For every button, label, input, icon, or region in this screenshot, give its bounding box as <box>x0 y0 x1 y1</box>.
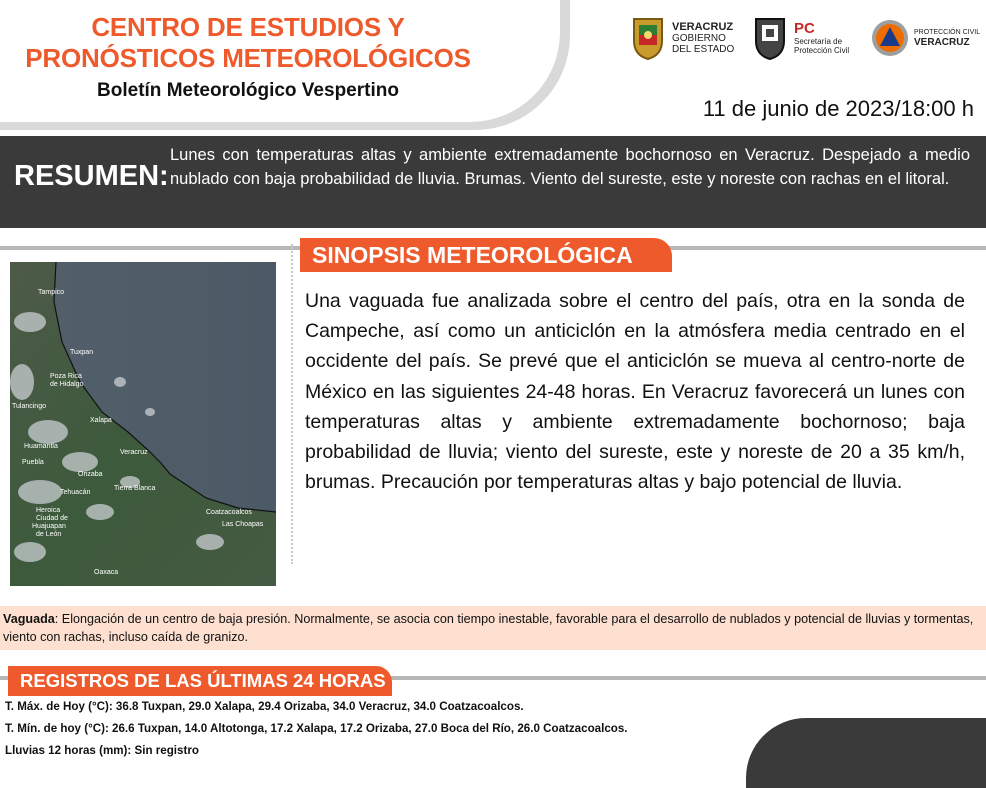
map-label-poza-rica: Poza Rica <box>50 373 82 380</box>
vaguada-definition-text: : Elongación de un centro de baja presión. Normalmente, se asocia con tiempo inestable, favorable para el desarrollo de nublados y potencial de lluvias y tormentas, viento con rachas, incluso caída de granizo. <box>3 612 974 644</box>
dotted-separator <box>291 244 293 564</box>
map-label-tierra-blanca: Tierra Blanca <box>114 485 156 492</box>
map-label-puebla: Puebla <box>22 459 44 466</box>
map-label-huajuapan: Huajuapan <box>32 523 66 530</box>
summary-text: Lunes con temperaturas altas y ambiente extremadamente bochornoso en Veracruz. Despejado a medio nublado con baja probabilidad de lluvia. Brumas. Viento del sureste, este y noreste con rachas en el litoral. <box>170 146 970 188</box>
satellite-map <box>10 262 276 586</box>
pcv-logo-line-1: PROTECCIÓN CIVIL <box>914 29 981 36</box>
map-label-veracruz: Veracruz <box>120 449 148 456</box>
map-label-huamantla: Huamantla <box>24 443 58 450</box>
title-line-2: PRONÓSTICOS METEOROLÓGICOS <box>25 43 471 73</box>
bulletin-subtitle: Boletín Meteorológico Vespertino <box>97 80 399 101</box>
pc-logo-abbr: PC <box>794 20 815 37</box>
pcv-logo-line-2: VERACRUZ <box>914 37 970 48</box>
map-label-coatzacoalcos: Coatzacoalcos <box>206 509 252 516</box>
map-label-las-choapas: Las Choapas <box>222 521 264 528</box>
synopsis-title: SINOPSIS METEOROLÓGICA <box>312 242 633 268</box>
veracruz-shield-icon <box>630 15 666 61</box>
synopsis-text: Una vaguada fue analizada sobre el centro del país, otra en la sonda de Campeche, así como un anticiclón en la atmósfera media centrado en el occidente del país. Se prevé que el anticiclón se mueva al centro-norte de México en las siguientes 24-48 horas. En Veracruz favorecerá un lunes con temperaturas altas y ambiente extremadamente bochornoso; baja probabilidad de lluvia; viento del sureste, este y noreste de 20 a 35 km/h, brumas. Precaución por temperaturas altas y bajo potencial de lluvia. <box>305 290 965 494</box>
pc-logo-line-1: Secretaría de <box>794 37 843 46</box>
records-tmax: T. Máx. de Hoy (°C): 36.8 Tuxpan, 29.0 Xalapa, 29.4 Orizaba, 34.0 Veracruz, 34.0 Coatzacoalcos. <box>5 700 524 713</box>
civil-protection-triangle-icon <box>870 18 910 58</box>
proteccion-civil-veracruz-logo <box>870 12 980 64</box>
proteccion-civil-secretaria-logo <box>752 12 849 64</box>
map-label-ciudad-de: Ciudad de <box>36 515 68 522</box>
map-label-tuxpan: Tuxpan <box>70 349 94 356</box>
page-title <box>14 12 482 74</box>
pc-logo-line-2: Protección Civil <box>794 46 850 55</box>
records-tmin: T. Mín. de hoy (°C): 26.6 Tuxpan, 14.0 Altotonga, 17.2 Xalapa, 17.2 Orizaba, 27.0 Boca del Río, 26.0 Coatzacoalcos. <box>5 722 628 735</box>
map-label-tehuacan: Tehuacán <box>60 489 91 496</box>
bulletin-date: 11 de junio de 2023/18:00 h <box>702 96 974 121</box>
map-label-tulancingo: Tulancingo <box>12 403 46 410</box>
footer-corner-shape <box>746 718 986 788</box>
veracruz-logo-line-1: VERACRUZ <box>672 20 734 33</box>
vaguada-term: Vaguada <box>3 612 55 626</box>
veracruz-government-logo <box>630 12 734 64</box>
records-rain: Lluvias 12 horas (mm): Sin registro <box>5 744 199 757</box>
map-label-de-leon: de León <box>36 531 62 538</box>
map-label-xalapa: Xalapa <box>90 417 112 424</box>
vaguada-definition <box>3 610 983 646</box>
map-label-heroica: Heroica <box>36 507 61 514</box>
map-label-tampico: Tampico <box>38 289 65 296</box>
veracruz-logo-line-2: GOBIERNO <box>672 32 726 44</box>
summary-label: RESUMEN: <box>14 160 169 192</box>
records-title: REGISTROS DE LAS ÚLTIMAS 24 HORAS <box>20 670 386 691</box>
pc-shield-icon <box>752 15 788 61</box>
veracruz-logo-line-3: DEL ESTADO <box>672 43 735 55</box>
title-line-1: CENTRO DE ESTUDIOS Y <box>91 12 405 42</box>
map-label-de-hidalgo: de Hidalgo <box>50 381 84 388</box>
map-label-orizaba: Orizaba <box>78 471 103 478</box>
map-label-oaxaca: Oaxaca <box>94 569 119 576</box>
